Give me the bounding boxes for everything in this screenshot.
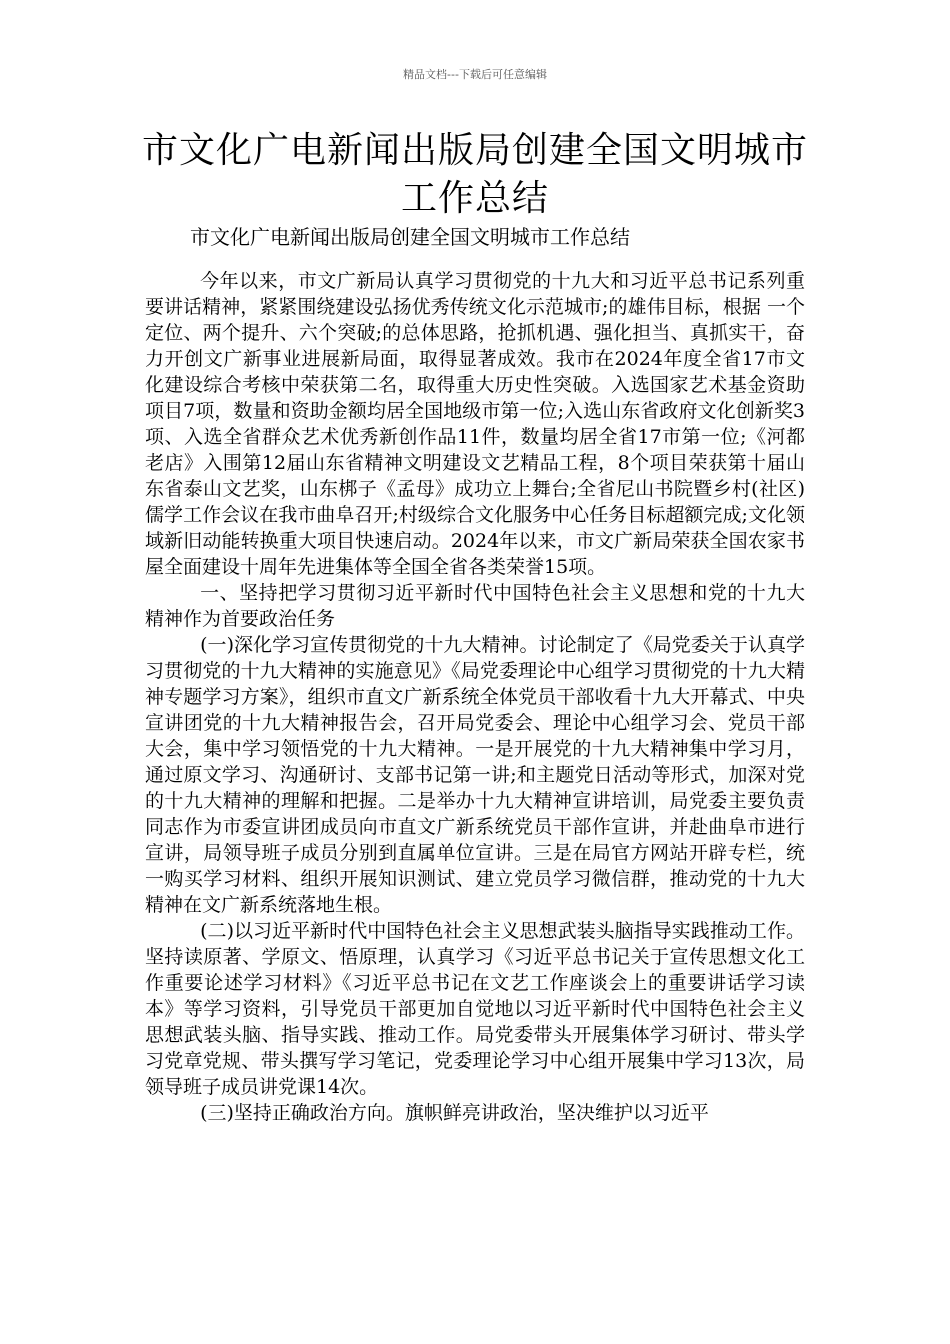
document-body — [145, 268, 805, 1126]
header-note: 精品文档---下载后可任意编辑 — [403, 68, 547, 81]
document-subtitle: 市文化广电新闻出版局创建全国文明城市工作总结 — [190, 225, 630, 249]
paragraph-section-1-3: (三)坚持正确政治方向。旗帜鲜亮讲政治，坚决维护以习近平 — [200, 1102, 709, 1124]
paragraph-section-1-1: (一)深化学习宣传贯彻党的十九大精神。讨论制定了《局党委关于认真学习贯彻党的十九大精神的实施意见》《局党委理论中心组学习贯彻党的十九大精神专题学习方案》，组织市直文广新系统全体党员干部收看十九大开幕式、中央宣讲团党的十九大精神报告会，召开局党委会、理论中心组学习会、党员干部大会，集中学习领悟党的十九大精神。一是开展党的十九大精神集中学习月，通过原文学习、沟通研讨、支部书记第一讲;和主题党日活动等形式，加深对党的十九大精神的理解和把握。二是举办十九大精神宣讲培训，局党委主要负责同志作为市委宣讲团成员向市直文广新系统党员干部作宣讲，并赴曲阜市进行宣讲，局领导班子成员分别到直属单位宣讲。三是在局官方网站开辟专栏，统一购买学习材料、组织开展知识测试、建立党员学习微信群，推动党的十九大精神在文广新系统落地生根。 — [145, 634, 805, 916]
paragraph-intro: 今年以来，市文广新局认真学习贯彻党的十九大和习近平总书记系列重要讲话精神，紧紧围绕建设弘扬优秀传统文化示范城市;的雄伟目标，根据 一个定位、两个提升、六个突破;的总体思路，抢抓机遇、强化担当、真抓实干，奋力开创文广新事业进展新局面，取得显著成效。我市在2024年度全省17市文化建设综合考核中荣获第二名，取得重大历史性突破。入选国家艺术基金资助项目7项，数量和资助金额均居全国地级市第一位;入选山东省政府文化创新奖3项、入选全省群众艺术优秀新创作品11件，数量均居全省17市第一位;《河都老店》入围第12届山东省精神文明建设文艺精品工程，8个项目荣获第十届山东省泰山文艺奖，山东梆子《孟母》成功立上舞台;全省尼山书院暨乡村(社区)儒学工作会议在我市曲阜召开;村级综合文化服务中心任务目标超额完成;文化领域新旧动能转换重大项目快速启动。2024年以来，市文广新局荣获全国农家书屋全面建设十周年先进集体等全国全省各类荣誉15项。 — [145, 270, 805, 578]
paragraph-section-1-2: (二)以习近平新时代中国特色社会主义思想武装头脑指导实践推动工作。坚持读原著、学原文、悟原理，认真学习《习近平总书记关于宣传思想文化工作重要论述学习材料》《习近平总书记在文艺工作座谈会上的重要讲话学习读本》等学习资料，引导党员干部更加自觉地以习近平新时代中国特色社会主义思想武装头脑、指导实践、推动工作。局党委带头开展集体学习研讨、带头学习党章党规、带头撰写学习笔记，党委理论学习中心组开展集中学习13次，局领导班子成员讲党课14次。 — [145, 920, 805, 1098]
document-title: 市文化广电新闻出版局创建全国文明城市工作总结 — [141, 130, 808, 219]
section-heading-1: 一、坚持把学习贯彻习近平新时代中国特色社会主义思想和党的十九大精神作为首要政治任务 — [145, 582, 805, 630]
